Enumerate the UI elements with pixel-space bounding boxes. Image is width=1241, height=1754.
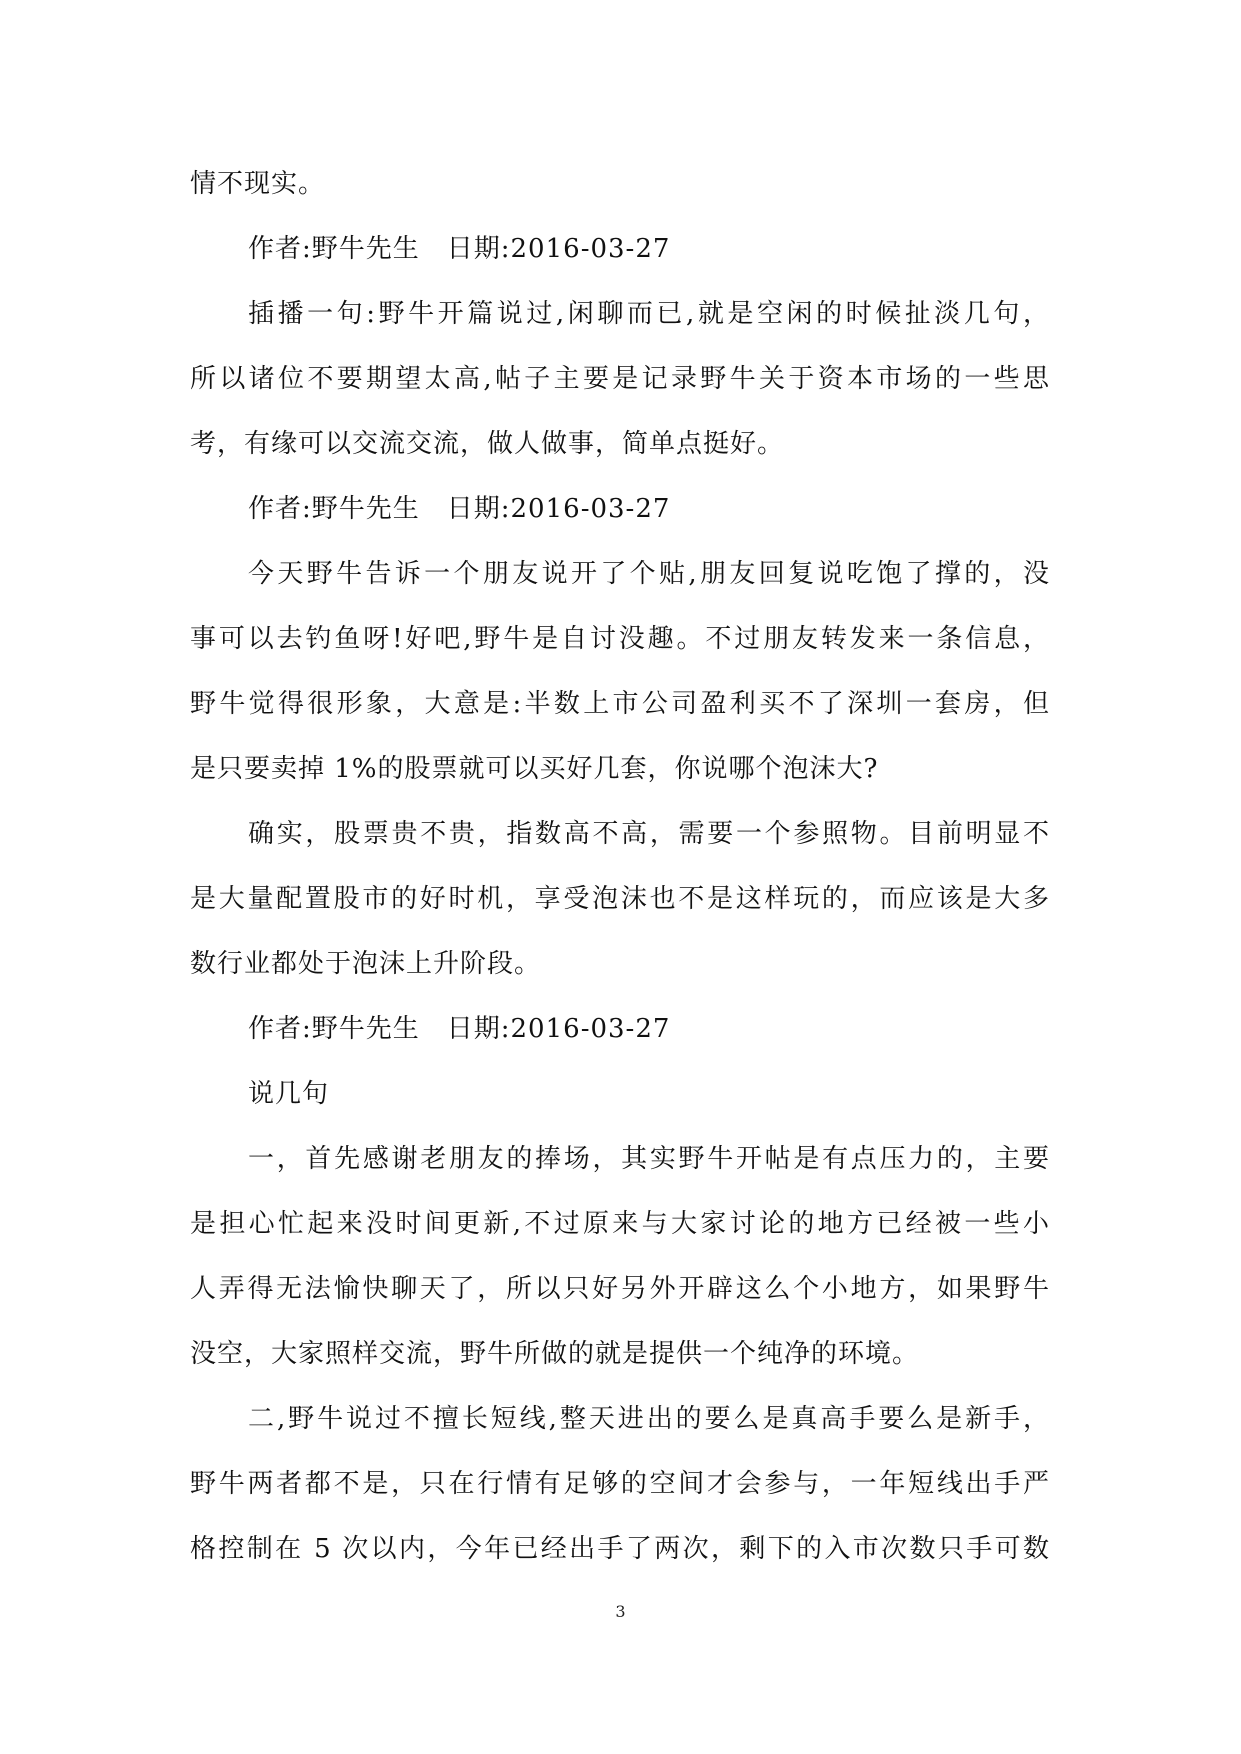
author-date-line: 作者:野牛先生 日期:2016-03-27 <box>248 494 671 524</box>
page-number: 3 <box>615 1602 626 1621</box>
text-line: 今天野牛告诉一个朋友说开了个贴,朋友回复说吃饱了撑的，没 <box>248 559 1050 589</box>
text-line: 情不现实。 <box>190 169 326 199</box>
text-line: 插播一句:野牛开篇说过,闲聊而已,就是空闲的时候扯淡几句， <box>248 299 1050 329</box>
text-line: 考，有缘可以交流交流，做人做事，简单点挺好。 <box>190 429 785 459</box>
text-line: 确实，股票贵不贵，指数高不高，需要一个参照物。目前明显不 <box>248 819 1050 849</box>
text-line: 说几句 <box>248 1079 330 1109</box>
text-line: 格控制在 5 次以内，今年已经出手了两次，剩下的入市次数只手可数 <box>190 1534 1050 1564</box>
author-date-line: 作者:野牛先生 日期:2016-03-27 <box>248 1014 671 1044</box>
text-line: 野牛觉得很形象，大意是:半数上市公司盈利买不了深圳一套房，但 <box>190 689 1050 719</box>
text-line: 是担心忙起来没时间更新,不过原来与大家讨论的地方已经被一些小 <box>190 1209 1050 1239</box>
text-line: 二,野牛说过不擅长短线,整天进出的要么是真高手要么是新手， <box>248 1404 1050 1434</box>
body-text <box>190 152 1050 1582</box>
text-line: 是大量配置股市的好时机，享受泡沫也不是这样玩的，而应该是大多 <box>190 884 1050 914</box>
text-line: 事可以去钓鱼呀!好吧,野牛是自讨没趣。不过朋友转发来一条信息， <box>190 624 1050 654</box>
text-line: 没空，大家照样交流，野牛所做的就是提供一个纯净的环境。 <box>190 1339 920 1369</box>
text-line: 野牛两者都不是，只在行情有足够的空间才会参与，一年短线出手严 <box>190 1469 1050 1499</box>
text-line: 人弄得无法愉快聊天了，所以只好另外开辟这么个小地方，如果野牛 <box>190 1274 1050 1304</box>
text-line: 所以诸位不要期望太高,帖子主要是记录野牛关于资本市场的一些思 <box>190 364 1050 394</box>
author-date-line: 作者:野牛先生 日期:2016-03-27 <box>248 234 671 264</box>
text-line: 数行业都处于泡沫上升阶段。 <box>190 949 542 979</box>
text-line: 是只要卖掉 1%的股票就可以买好几套，你说哪个泡沫大? <box>190 754 879 784</box>
text-line: 一，首先感谢老朋友的捧场，其实野牛开帖是有点压力的，主要 <box>248 1144 1050 1174</box>
